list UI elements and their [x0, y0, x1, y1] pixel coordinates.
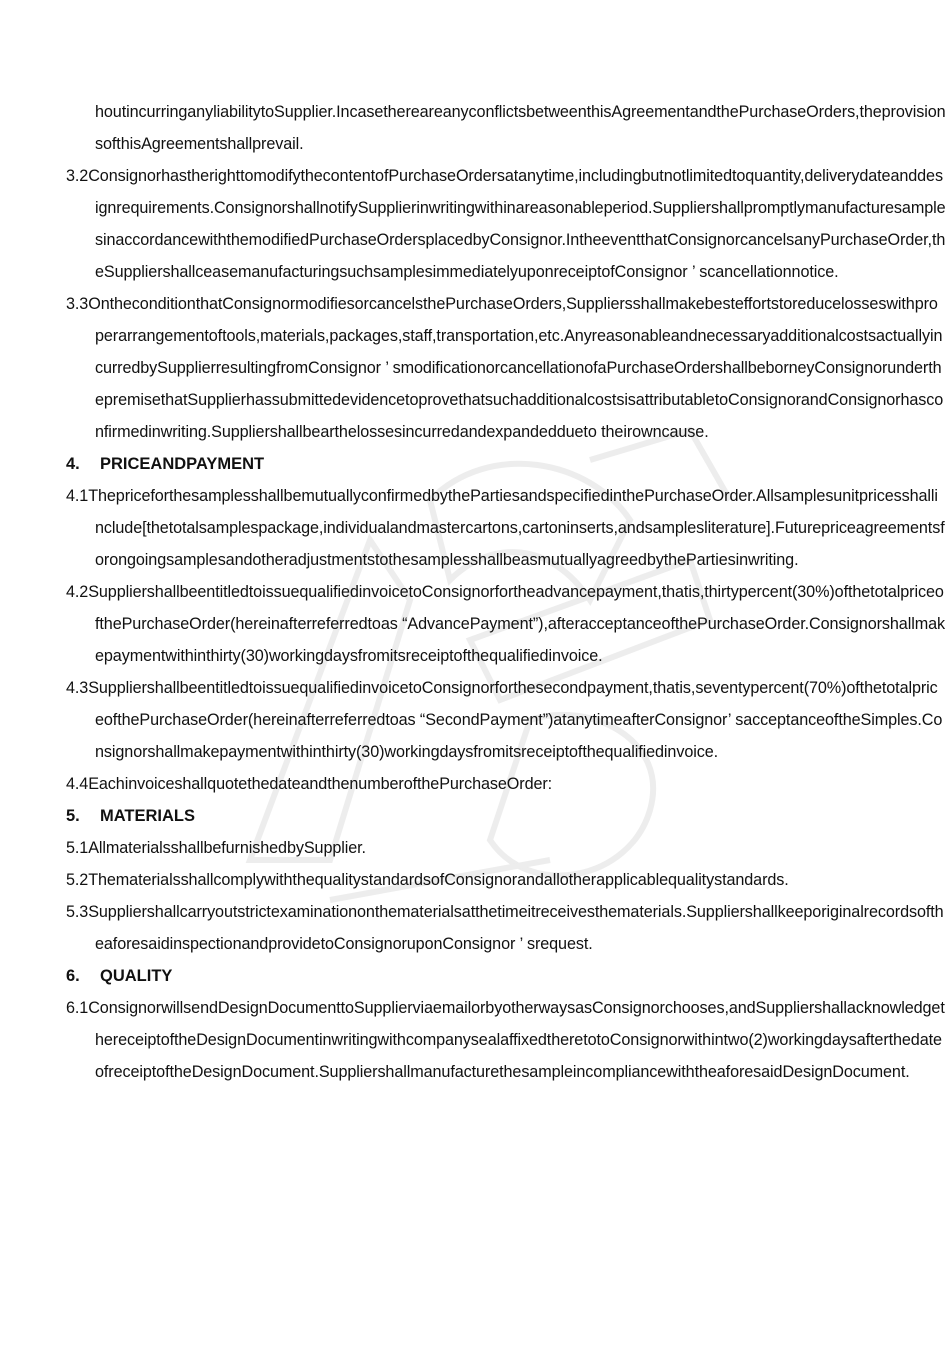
clause-number: 4.2 [66, 583, 89, 601]
clause-5-2 [66, 864, 946, 896]
document-body [66, 96, 946, 1088]
clause-4-1 [66, 480, 946, 576]
clause-number: 5.3 [66, 903, 89, 921]
clause-number: 4.4 [66, 775, 89, 793]
clause-number: 6.1 [66, 999, 89, 1017]
clause-number: 4.1 [66, 487, 89, 505]
clause-number: 5.2 [66, 871, 89, 889]
clause-3-1-continued: houtincurringanyliabilitytoSupplier.IncasethereareanyconflictsbetweenthisAgreementandthePurchaseOrders,theprovisionsofthisAgreementshallprevail. [95, 103, 946, 153]
section-number: 4. [66, 455, 80, 473]
section-title: PRICEANDPAYMENT [100, 455, 265, 473]
clause-text: ConsignorhastherighttomodifythecontentofPurchaseOrdersatanytime,includingbutnotlimitedtoquantity,deliverydateanddesignrequirements.ConsignorshallnotifySupplierinwritingwithinareasonableperiod.SuppliershallpromptlymanufacturesamplesinaccordancewiththemodifiedPurchaseOrdersplacedbyConsignor.IntheeventthatConsignorcancelsanyPurchaseOrder,theSuppliershallceasemanufacturingsuchsamplesimmediatelyuponreceiptofConsignor ’ scancellationnotice. [88, 167, 946, 281]
clause-text: SuppliershallbeentitledtoissuequalifiedinvoicetoConsignorfortheadvancepayment,thatis,thirtypercent(30%)ofthetotalpriceofthePurchaseOrder(hereinafterreferredtoas “AdvancePayment”),afteracceptanceofthePurchaseOrder.Consignorshallmakepaymentwithinthirty(30)workingdaysfromitsreceiptofthequalifiedinvoice. [88, 583, 945, 665]
section-title: QUALITY [100, 967, 173, 985]
clause-3-3 [66, 288, 946, 448]
clause-4-3 [66, 672, 946, 768]
clause-number: 3.2 [66, 167, 89, 185]
clause-text: EachinvoiceshallquotethedateandthenumberofthePurchaseOrder: [88, 775, 553, 793]
clause-number: 4.3 [66, 679, 89, 697]
clause-4-4 [66, 768, 946, 800]
clause-number: 5.1 [66, 839, 89, 857]
clause-3-2 [66, 160, 946, 288]
clause-text: ThepriceforthesamplesshallbemutuallyconfirmedbythePartiesandspecifiedinthePurchaseOrder.Allsamplesunitpricesshallinclude[thetotalsamplespackage,individualandmastercartons,cartoninserts,andsamplesliterature].FuturepriceagreementsforongoingsamplesandotheradjustmentstothesamplesshallbeasmutuallyagreedbythePartiesinwriting. [88, 487, 945, 569]
clause-5-3 [66, 896, 946, 960]
clause-text: Suppliershallcarryoutstrictexaminationonthematerialsatthetimeitreceivesthematerials.SuppliershallkeeporiginalrecordsoftheaforesaidinspectionandprovidetoConsignoruponConsignor ’ srequest. [88, 903, 944, 953]
clause-4-2 [66, 576, 946, 672]
section-number: 5. [66, 807, 80, 825]
section-heading-materials [66, 800, 946, 832]
section-heading-quality [66, 960, 946, 992]
clause-number: 3.3 [66, 295, 89, 313]
clause-text: ThematerialsshallcomplywiththequalitystandardsofConsignorandallotherapplicablequalitystandards. [88, 871, 789, 889]
clause-5-1 [66, 832, 946, 864]
section-title: MATERIALS [100, 807, 196, 825]
clause-text: SuppliershallbeentitledtoissuequalifiedinvoicetoConsignorforthesecondpayment,thatis,seventypercent(70%)ofthetotalpriceofthePurchaseOrder(hereinafterreferredtoas “SecondPayment”)atanytimeafterConsignor’ sacceptanceoftheSimples.Consignorshallmakepaymentwithinthirty(30)workingdaysfromitsreceiptofthequalifiedinvoice. [88, 679, 943, 761]
clause-text: OntheconditionthatConsignormodifiesorcancelsthePurchaseOrders,Suppliersshallmakebesteffortstoreducelosseswithproperarrangementoftools,materials,packages,staff,transportation,etc.AnyreasonableandnecessaryadditionalcostsactuallyincurredbySupplierresultingfromConsignor ’ smodificationorcancellationofaPurchaseOrdershallbeborneyConsignorunderthepremisethatSupplierhassubmittedevidencetoprovethatsuchadditionalcostsisattributabletoConsignorandConsignorhasconfirmedinwriting.Suppliershallbearthelossesincurredandexpandeddueto theirowncause. [88, 295, 944, 441]
section-number: 6. [66, 967, 80, 985]
clause-text: AllmaterialsshallbefurnishedbySupplier. [88, 839, 366, 857]
clause-text: ConsignorwillsendDesignDocumenttoSupplierviaemailorbyotherwaysasConsignorchooses,andSuppliershallacknowledgethereceiptoftheDesignDocumentinwritingwithcompanysealaffixedtheretotoConsignorwithintwo(2)workingdaysafterthedateofreceiptoftheDesignDocument.SuppliershallmanufacturethesampleincompliancewiththeaforesaidDesignDocument. [88, 999, 945, 1081]
section-heading-price-and-payment [66, 448, 946, 480]
clause-6-1 [66, 992, 946, 1088]
